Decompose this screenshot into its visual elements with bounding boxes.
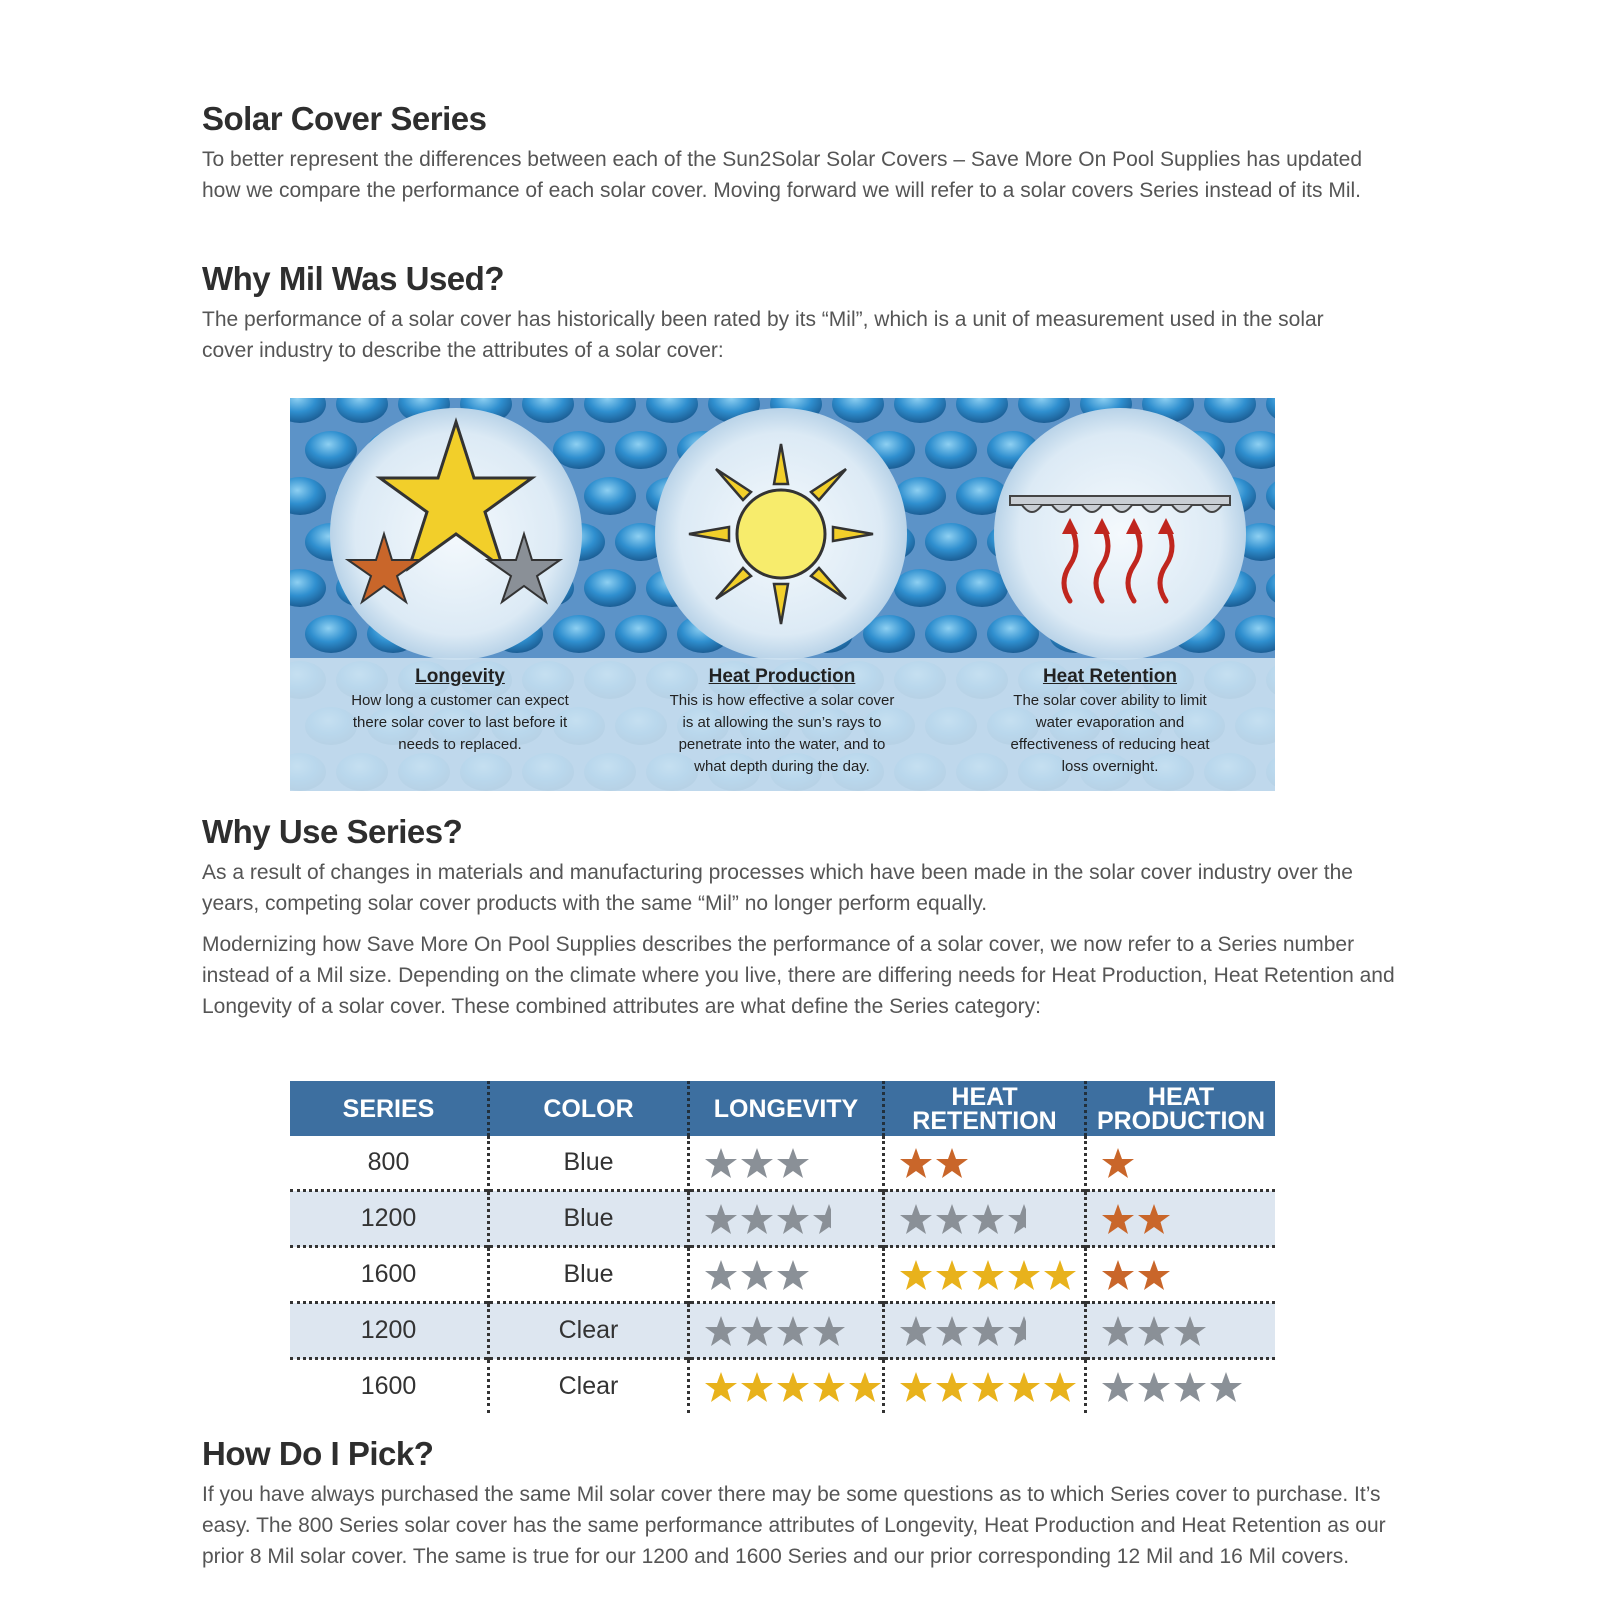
star-icon [1043, 1371, 1077, 1403]
star-icon [1007, 1259, 1041, 1291]
heat-retention-icon [992, 406, 1248, 662]
feature-desc-line: effectiveness of reducing heat [1010, 736, 1210, 753]
column-header-heat-retention: HEAT RETENTION [884, 1081, 1086, 1136]
column-header-longevity: LONGEVITY [689, 1081, 884, 1136]
series-cell: 1200 [290, 1191, 489, 1247]
section-heading: Why Mil Was Used? [202, 260, 504, 297]
table-row [290, 1247, 1275, 1303]
star-icon [740, 1315, 774, 1347]
star-icon [812, 1203, 846, 1235]
bubble-shape [925, 523, 977, 561]
heat-retention-rating [884, 1247, 1086, 1303]
bubble-shape [925, 615, 977, 653]
heat-production-rating [1085, 1247, 1275, 1303]
star-icon [704, 1259, 738, 1291]
feature-desc-line: How long a customer can expect [351, 692, 569, 709]
how-pick-section [202, 1435, 1392, 1582]
feature-desc-line: there solar cover to last before it [352, 714, 568, 731]
star-icon [812, 1315, 846, 1347]
longevity-rating [689, 1359, 884, 1414]
longevity-rating [689, 1136, 884, 1191]
star-icon [848, 1371, 882, 1403]
feature-desc-line: loss overnight. [1061, 758, 1159, 775]
bubble-shape [584, 477, 636, 515]
feature-caption-heat-retention [960, 666, 1260, 778]
star-icon [1007, 1315, 1041, 1347]
star-icon [740, 1259, 774, 1291]
series-cell: 1600 [290, 1247, 489, 1303]
star-icon [1043, 1259, 1077, 1291]
color-cell: Blue [489, 1247, 689, 1303]
star-icon [1137, 1371, 1171, 1403]
table-row [290, 1136, 1275, 1191]
table-row [290, 1359, 1275, 1414]
feature-title: Heat Production [708, 666, 856, 687]
column-header-series: SERIES [290, 1081, 489, 1136]
section-heading: Why Use Series? [202, 813, 463, 850]
table-header-row [290, 1081, 1275, 1136]
column-header-color: COLOR [489, 1081, 689, 1136]
star-icon [971, 1371, 1005, 1403]
star-icon [1101, 1371, 1135, 1403]
feature-captions [290, 658, 1275, 791]
star-icon [935, 1371, 969, 1403]
star-icon [1007, 1371, 1041, 1403]
longevity-stars-icon [328, 406, 584, 662]
star-icon [1007, 1203, 1041, 1235]
section-heading: Solar Cover Series [202, 100, 487, 137]
star-icon [1137, 1203, 1171, 1235]
star-icon [899, 1147, 933, 1179]
star-icon [812, 1371, 846, 1403]
heat-production-rating [1085, 1303, 1275, 1359]
feature-title: Heat Retention [1042, 666, 1178, 687]
star-icon [1209, 1371, 1243, 1403]
star-icon [776, 1371, 810, 1403]
heat-retention-rating [884, 1303, 1086, 1359]
star-icon [1101, 1315, 1135, 1347]
color-cell: Blue [489, 1136, 689, 1191]
star-icon [776, 1315, 810, 1347]
star-icon [971, 1259, 1005, 1291]
longevity-rating [689, 1303, 884, 1359]
series-cell: 1200 [290, 1303, 489, 1359]
heat-retention-rating [884, 1191, 1086, 1247]
why-series-section [202, 813, 1412, 1032]
heat-retention-rating [884, 1136, 1086, 1191]
star-icon [1101, 1259, 1135, 1291]
star-icon [935, 1203, 969, 1235]
bubble-shape [925, 431, 977, 469]
sun-icon [653, 406, 909, 662]
feature-desc-line: what depth during the day. [694, 758, 870, 775]
table-row [290, 1303, 1275, 1359]
star-icon [1137, 1259, 1171, 1291]
section-body: As a result of changes in materials and manufacturing processes which have been made in the solar cover industry over the years, competing solar cover products with the same “Mil” no longer perform equally. [202, 861, 1353, 915]
why-mil-section [202, 260, 1372, 376]
series-cell: 1600 [290, 1359, 489, 1414]
feature-desc-line: water evaporation and [1035, 714, 1185, 731]
star-icon [740, 1147, 774, 1179]
heat-retention-rating [884, 1359, 1086, 1414]
color-cell: Blue [489, 1191, 689, 1247]
star-icon [971, 1203, 1005, 1235]
section-body: To better represent the differences between each of the Sun2Solar Solar Covers – Save More On Pool Supplies has updated how we compare the performance of each solar cover. Moving forward we will refer to a solar covers Series instead of its Mil. [202, 148, 1362, 202]
series-cell: 800 [290, 1136, 489, 1191]
star-icon [899, 1371, 933, 1403]
star-icon [1101, 1147, 1135, 1179]
feature-desc-line: penetrate into the water, and to [678, 736, 886, 753]
star-icon [971, 1315, 1005, 1347]
star-icon [704, 1147, 738, 1179]
attributes-banner [290, 398, 1275, 791]
star-icon [704, 1315, 738, 1347]
star-icon [1101, 1203, 1135, 1235]
feature-desc-line: is at allowing the sun’s rays to [682, 714, 882, 731]
star-icon [776, 1203, 810, 1235]
color-cell: Clear [489, 1359, 689, 1414]
heat-production-rating [1085, 1359, 1275, 1414]
star-icon [1173, 1315, 1207, 1347]
feature-desc-line: This is how effective a solar cover [669, 692, 895, 709]
star-icon [935, 1147, 969, 1179]
heat-production-rating [1085, 1136, 1275, 1191]
feature-title: Longevity [415, 666, 505, 687]
star-icon [899, 1259, 933, 1291]
star-icon [704, 1203, 738, 1235]
section-heading: How Do I Pick? [202, 1435, 434, 1472]
table-body [290, 1136, 1275, 1413]
bubble-shape [584, 569, 636, 607]
heat-production-rating [1085, 1191, 1275, 1247]
section-body: Modernizing how Save More On Pool Supplies describes the performance of a solar cover, we now refer to a Series number instead of a Mil size. Depending on the climate where you live, there are differing needs for Heat Production, Heat Retention and Longevity of a solar cover. These combined attributes are what define the Series category: [202, 933, 1395, 1018]
star-icon [899, 1203, 933, 1235]
solar-cover-series-section [202, 100, 1372, 216]
star-icon [776, 1259, 810, 1291]
star-icon [776, 1147, 810, 1179]
star-icon [740, 1371, 774, 1403]
star-icon [935, 1315, 969, 1347]
star-icon [740, 1203, 774, 1235]
section-body: The performance of a solar cover has historically been rated by its “Mil”, which is a unit of measurement used in the solar cover industry to describe the attributes of a solar cover: [202, 308, 1324, 362]
feature-desc-line: The solar cover ability to limit [1013, 692, 1207, 709]
star-icon [1137, 1315, 1171, 1347]
series-comparison-table [290, 1081, 1275, 1413]
feature-caption-heat-production [632, 666, 932, 778]
longevity-rating [689, 1247, 884, 1303]
star-icon [704, 1371, 738, 1403]
color-cell: Clear [489, 1303, 689, 1359]
longevity-rating [689, 1191, 884, 1247]
star-icon [899, 1315, 933, 1347]
feature-desc-line: needs to replaced. [398, 736, 522, 753]
section-body: If you have always purchased the same Mil solar cover there may be some questions as to which Series cover to purchase. It’s easy. The 800 Series solar cover has the same performance attributes of Longevity, Heat Production and Heat Retention as our prior 8 Mil solar cover. The same is true for our 1200 and 1600 Series and our prior corresponding 12 Mil and 16 Mil covers. [202, 1483, 1386, 1568]
star-icon [935, 1259, 969, 1291]
column-header-heat-production: HEAT PRODUCTION [1085, 1081, 1275, 1136]
star-icon [1173, 1371, 1207, 1403]
feature-caption-longevity [310, 666, 610, 756]
table-row [290, 1191, 1275, 1247]
